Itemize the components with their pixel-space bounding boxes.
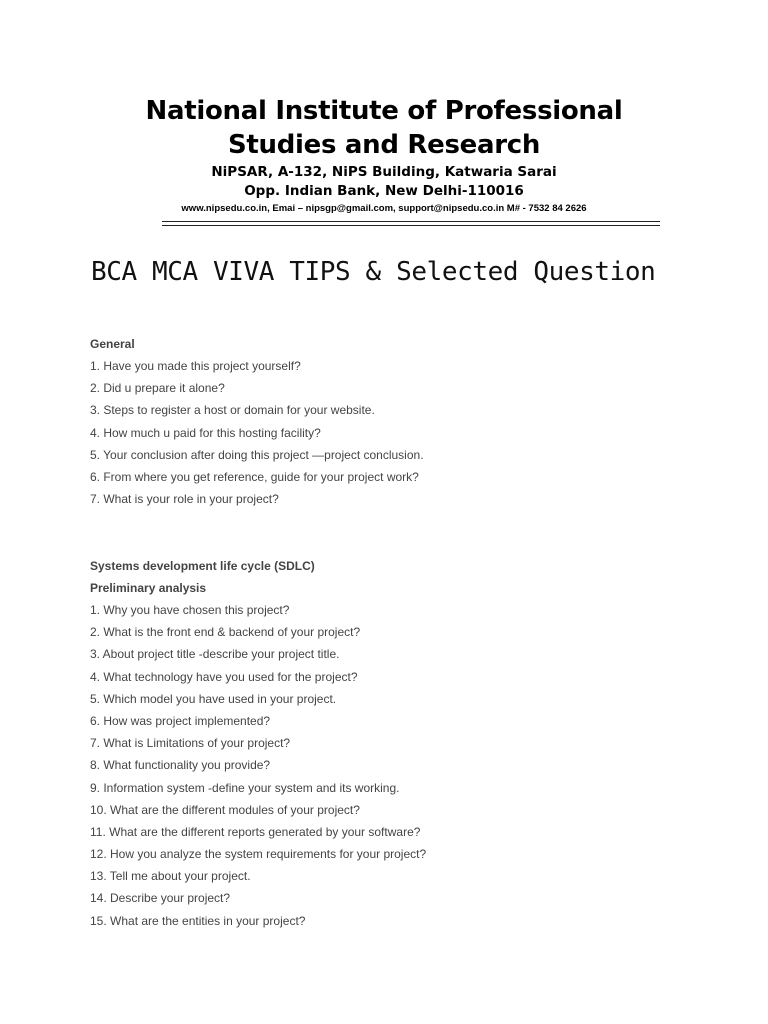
list-item: 13. Tell me about your project. (90, 869, 251, 884)
list-item: 11. What are the different reports generated by your software? (90, 824, 421, 839)
list-item: 14. Describe your project? (90, 891, 231, 906)
document-title: BCA MCA VIVA TIPS & Selected Question (91, 257, 656, 287)
contact-line: www.nipsedu.co.in, Emai – nipsgp@gmail.com, support@nipsedu.co.in M# - 7532 84 2626 (181, 203, 587, 214)
preliminary-analysis-heading: Preliminary analysis (90, 581, 207, 595)
institute-name-line1: National Institute of Professional (145, 96, 623, 126)
list-item: 6. From where you get reference, guide for your project work? (90, 469, 419, 484)
list-item: 9. Information system -define your system and its working. (90, 780, 400, 795)
list-item: 2. What is the front end & backend of your project? (90, 625, 361, 640)
list-item: 10. What are the different modules of your project? (90, 802, 360, 817)
sdlc-heading: Systems development life cycle (SDLC) (90, 559, 315, 573)
list-item: 6. How was project implemented? (90, 713, 271, 728)
list-item: 2. Did u prepare it alone? (90, 381, 225, 396)
list-item: 5. Which model you have used in your project. (90, 691, 337, 706)
list-item: 7. What is Limitations of your project? (90, 736, 291, 751)
header-divider-top (162, 221, 660, 222)
sdlc-section (90, 555, 710, 932)
general-heading: General (90, 337, 135, 351)
list-item: 3. About project title -describe your project title. (90, 647, 340, 662)
list-item: 1. Have you made this project yourself? (90, 359, 301, 373)
list-item: 7. What is your role in your project? (90, 492, 279, 507)
general-section (90, 333, 710, 510)
list-item: 8. What functionality you provide? (90, 758, 271, 773)
list-item: 4. What technology have you used for the project? (90, 669, 358, 684)
address-line2: Opp. Indian Bank, New Delhi-110016 (244, 183, 524, 199)
list-item: 3. Steps to register a host or domain for your website. (90, 403, 375, 418)
list-item: 1. Why you have chosen this project? (90, 603, 290, 617)
list-item: 12. How you analyze the system requirements for your project? (90, 847, 427, 862)
letterhead (0, 94, 768, 215)
list-item: 15. What are the entities in your project? (90, 913, 306, 928)
header-divider-bottom (162, 225, 660, 226)
institute-name-line2: Studies and Research (227, 130, 541, 160)
list-item: 5. Your conclusion after doing this project —project conclusion. (90, 447, 424, 462)
list-item: 4. How much u paid for this hosting facility? (90, 425, 321, 440)
address-line1: NiPSAR, A-132, NiPS Building, Katwaria Sarai (211, 164, 557, 180)
